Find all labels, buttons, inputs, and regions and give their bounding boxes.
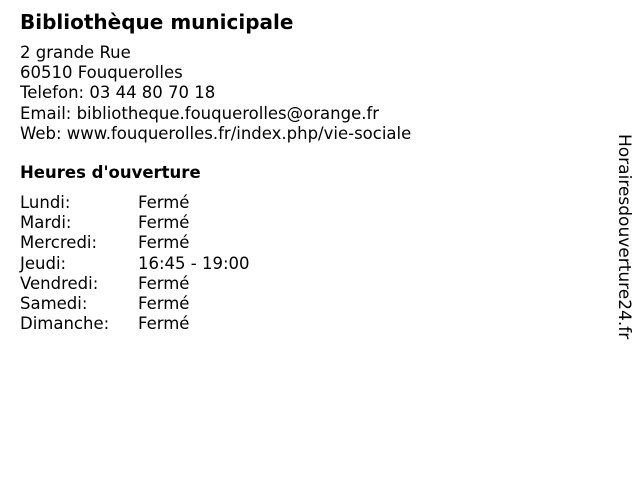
page-title: Bibliothèque municipale [20,10,294,34]
day-hours: Fermé [138,314,190,334]
hours-row-sunday [20,314,250,334]
day-hours: Fermé [138,273,190,293]
day-hours: Fermé [138,233,190,253]
hours-row-wednesday [20,233,250,253]
hours-row-tuesday [20,213,250,233]
hours-row-friday [20,274,250,294]
city-line: 60510 Fouquerolles [20,63,183,83]
day-label: Mercredi: [20,233,98,253]
day-label: Vendredi: [20,273,99,293]
street-line: 2 grande Rue [20,43,131,62]
hours-row-monday [20,193,250,213]
phone-line: Telefon: 03 44 80 70 18 [20,83,216,103]
day-label: Samedi: [20,293,88,313]
email-line: Email: bibliotheque.fouquerolles@orange.fr [20,103,380,123]
day-hours: Fermé [138,213,190,233]
hours-row-saturday [20,294,250,314]
day-hours: Fermé [138,293,190,313]
day-label: Mardi: [20,213,72,233]
day-label: Lundi: [20,193,71,212]
web-line: Web: www.fouquerolles.fr/index.php/vie-sociale [20,123,412,143]
day-label: Dimanche: [20,314,110,334]
address-block [20,43,411,144]
hours-table [20,193,250,334]
site-watermark: Horairesdouverture24.fr [614,134,634,340]
day-hours: Fermé [138,193,190,212]
day-label: Jeudi: [20,253,67,273]
hours-row-thursday [20,254,250,274]
day-hours: 16:45 - 19:00 [138,253,250,273]
hours-heading: Heures d'ouverture [20,163,201,182]
